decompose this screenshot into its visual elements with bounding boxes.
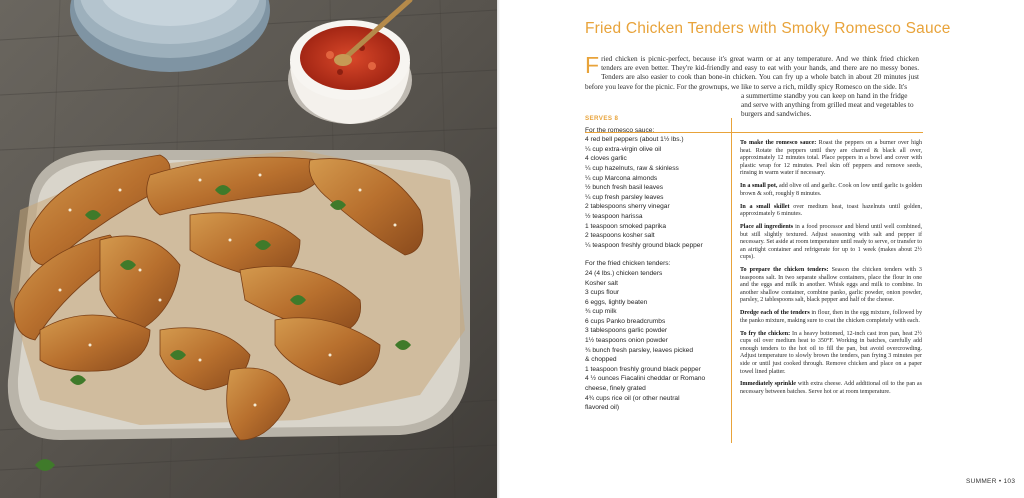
step-lead: In a small pot, (740, 183, 778, 190)
footer-separator: • (998, 478, 1002, 485)
step-text: in flour, then in the egg mixture, followed by the panko mixture, making sure to coat the chicken completely with each. (740, 310, 922, 324)
ingredient-item: ¼ cup hazelnuts, raw & skinless (585, 164, 679, 172)
page-footer (966, 478, 1015, 485)
ingredient-item: 2 tablespoons sherry vinegar (585, 203, 670, 211)
ingredient-item: cheese, finely grated (585, 385, 646, 393)
method-step (740, 310, 922, 325)
step-text: in a food processor and blend until well combined, but still slightly textured. Adjust seasoning with salt and pepper if necessary. Set aside at room temperature until ready to serve, or transfer to an airtight container and refrigerate for up to 1 week (makes about 2½ cups). (740, 223, 923, 261)
ingredient-item: 6 cups Panko breadcrumbs (585, 317, 666, 325)
romesco-heading: For the romesco sauce: (585, 126, 655, 134)
ingredient-item: ½ bunch fresh basil leaves (585, 184, 664, 192)
ingredient-item: 4 red bell peppers (about 1½ lbs.) (585, 136, 684, 144)
ingredient-item: ¾ cup milk (585, 308, 617, 316)
ingredient-item: 6 eggs, lightly beaten (585, 298, 648, 306)
serves-label: SERVES 8 (585, 115, 619, 122)
ingredient-item: ¼ cup extra-virgin olive oil (585, 145, 662, 153)
method-step (740, 224, 922, 262)
ingredient-item: & chopped (585, 356, 617, 364)
ingredient-item: 4¾ cups rice oil (or other neutral (585, 394, 680, 402)
section-name: SUMMER (966, 478, 997, 485)
step-text: over medium heat, toast hazelnuts until golden, approximately 6 minutes. (740, 203, 922, 218)
step-lead: Place all ingredients (740, 223, 794, 230)
ingredient-item: ¼ teaspoon freshly ground black pepper (585, 241, 703, 249)
method-step (740, 267, 922, 305)
romesco-ingredient-list (585, 135, 725, 250)
page-number: 103 (1003, 478, 1016, 485)
method-step (740, 204, 922, 219)
vertical-divider (731, 118, 732, 443)
recipe-photo (0, 0, 497, 498)
tenders-heading: For the fried chicken tenders: (585, 260, 671, 268)
ingredient-item: 3 tablespoons garlic powder (585, 327, 668, 335)
step-text: Season the chicken tenders with 3 teaspoons salt. In two separate shallow containers, place the flour in one and the eggs and milk in another. Whisk eggs and milk to combine. In another shallow container, combine panko, garlic powder, onion powder, parsley, 2 tablespoons salt, black pepper and half of the cheese. (740, 267, 922, 304)
ingredient-item: 1½ teaspoons onion powder (585, 337, 668, 345)
ingredient-item: 1 teaspoon smoked paprika (585, 222, 667, 230)
step-lead: In a small skillet (740, 203, 790, 210)
ingredient-item: Kosher salt (585, 279, 618, 287)
intro-text: ried chicken is picnic-perfect, because it's great warm or at any temperature. And we think fried chicken tenders are even better. They're kid-friendly and easy to eat with your hands, and there are no messy bones. Tenders are also easier to cook than bone-in chicken. You can fry up a whole batch in about 20 minutes just before you leave for the picnic. For the grownups, we like to serve a rich, mildly spicy Romesco on the side. It's (585, 55, 919, 91)
ingredient-item: ¼ cup fresh parsley leaves (585, 193, 664, 201)
ingredient-item: ½ teaspoon harissa (585, 212, 643, 220)
step-text: add olive oil and garlic. Cook on low until garlic is golden brown & soft, roughly 8 minutes. (740, 183, 922, 197)
step-lead: Immediately sprinkle (740, 381, 796, 388)
step-text: In a heavy bottomed, 12-inch cast iron pan, heat 2½ cups oil over medium heat to 350°F. Working in batches, carefully add enough tenders to the hot oil to fill the pan, but avoid overcrowding. Adjust temperature to slowly brown the tenders, pan frying 3 minutes per side or until just cooked through. Remove chicken and place on a paper towel lined platter. (740, 330, 922, 375)
tenders-ingredient-list (585, 269, 725, 413)
intro-continuation: a summertime standby you can keep on hand in the fridge and serve with anything from grilled meat and vegetables to burgers and sandwiches. (741, 92, 914, 119)
step-lead: To fry the chicken: (740, 330, 791, 337)
ingredient-item: 4 ½ ounces Fiacalini cheddar or Romano (585, 375, 706, 383)
ingredient-item: 24 (4 lbs.) chicken tenders (585, 269, 663, 277)
step-lead: To make the romesco sauce: (740, 140, 817, 146)
ingredients-column (585, 114, 725, 413)
ingredient-item: 4 cloves garlic (585, 155, 627, 163)
intro-paragraph (585, 52, 919, 92)
method-column (740, 140, 922, 402)
ingredient-item: ¼ cup Marcona almonds (585, 174, 658, 182)
drop-cap: F (585, 52, 600, 78)
step-text: Roast the peppers on a burner over high heat. Rotate the peppers until they are charred & black all over, approximately 12 minutes total. Place peppers in a bowl and cover with plastic wrap for 12 minutes. Peel skin off peppers and remove seeds, rinsing in warm water if necessary. (740, 140, 923, 177)
ingredient-item: 2 teaspoons kosher salt (585, 232, 655, 240)
book-gutter (497, 0, 500, 498)
method-step (740, 140, 922, 178)
step-lead: To prepare the chicken tenders: (740, 267, 829, 274)
method-step (740, 381, 922, 396)
ingredient-item: ¾ bunch fresh parsley, leaves picked (585, 346, 694, 354)
method-step (740, 183, 922, 198)
method-step (740, 331, 922, 377)
recipe-title: Fried Chicken Tenders with Smoky Romesco Sauce (585, 20, 951, 37)
step-text: with extra cheese. Add additional oil to the pan as necessary between batches. Serve hot or at room temperature. (740, 381, 922, 395)
ingredient-item: flavored oil) (585, 404, 620, 412)
step-lead: Dredge each of the tenders (740, 310, 810, 317)
ingredient-item: 3 cups flour (585, 289, 620, 297)
ingredient-item: 1 teaspoon freshly ground black pepper (585, 365, 701, 373)
